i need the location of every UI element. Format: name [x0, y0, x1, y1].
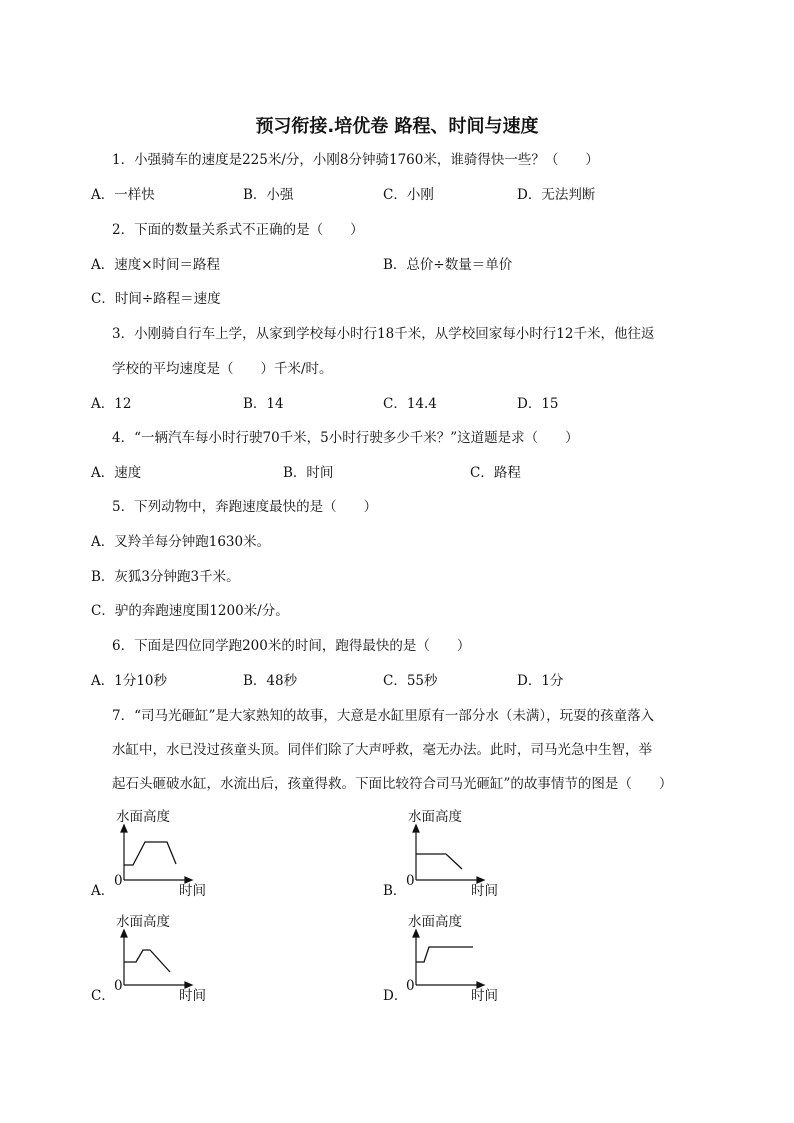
q6-option-b: B．48秒: [243, 673, 298, 689]
graph-c: [114, 910, 234, 1004]
q1-option-c: C．小刚: [383, 187, 434, 203]
graph-d-line: [416, 947, 473, 962]
q2-option-b: B．总价÷数量＝单价: [383, 257, 513, 273]
graph-a-origin: 0: [114, 873, 123, 889]
q6-stem: 6．下面是四位同学跑200米的时间，跑得最快的是（ ）: [112, 638, 471, 654]
q5-option-b: B．灰狐3分钟跑3千米。: [91, 569, 240, 585]
q1-option-a: A．一样快: [91, 187, 155, 203]
q3-option-d: D．15: [517, 396, 559, 412]
q7-stem-line3: 起石头砸破水缸，水流出后，孩童得救。下面比较符合司马光砸缸”的故事情节的图是（ ）: [112, 776, 673, 792]
q4-option-a: A．速度: [91, 465, 142, 481]
q2-option-a: A．速度×时间＝路程: [91, 257, 221, 273]
graph-d-xlabel: 时间: [471, 988, 498, 1004]
graph-c-origin: 0: [114, 978, 123, 994]
graph-d-ylabel: 水面高度: [408, 914, 462, 930]
graph-d-origin: 0: [406, 978, 415, 994]
q1-option-d: D．无法判断: [517, 187, 596, 203]
q3-option-a: A．12: [91, 396, 132, 412]
q4-stem: 4．“一辆汽车每小时行驶70千米，5小时行驶多少千米？”这道题是求（ ）: [112, 430, 579, 446]
q7-option-b: B．: [383, 883, 407, 899]
q3-stem-line1: 3．小刚骑自行车上学，从家到学校每小时行18千米，从学校回家每小时行12千米，他往返: [112, 326, 655, 342]
graph-b-origin: 0: [406, 873, 415, 889]
q7-option-c: C．: [91, 988, 115, 1004]
q7-stem-line2: 水缸中，水已没过孩童头顶。同伴们除了大声呼救，毫无办法。此时，司马光急中生智，举: [112, 742, 652, 758]
q2-stem: 2．下面的数量关系式不正确的是（ ）: [112, 222, 364, 238]
q3-stem-line2: 学校的平均速度是（ ）千米/时。: [112, 361, 333, 377]
q1-stem: 1．小强骑车的速度是225米/分，小刚8分钟骑1760米，谁骑得快一些？（ ）: [112, 152, 599, 168]
graph-b: [406, 805, 526, 899]
q5-option-c: C．驴的奔跑速度围1200米/分。: [91, 603, 289, 619]
q3-option-b: B．14: [243, 396, 284, 412]
graph-a-ylabel: 水面高度: [116, 809, 170, 825]
graph-b-line: [416, 854, 462, 869]
q6-option-a: A．1分10秒: [91, 673, 168, 689]
q7-option-a: A．: [91, 883, 115, 899]
graph-c-line: [124, 950, 170, 972]
graph-c-ylabel: 水面高度: [116, 914, 170, 930]
q1-option-b: B．小强: [243, 187, 294, 203]
graph-b-xlabel: 时间: [471, 883, 498, 899]
graph-a-line: [124, 842, 176, 865]
graph-a: [114, 805, 234, 899]
q7-stem-line1: 7．“司马光砸缸”是大家熟知的故事，大意是水缸里原有一部分水（未满），玩耍的孩童落入: [112, 708, 655, 724]
graph-a-xlabel: 时间: [179, 883, 206, 899]
q5-option-a: A．叉羚羊每分钟跑1630米。: [91, 534, 271, 550]
graph-c-xlabel: 时间: [179, 988, 206, 1004]
q4-option-b: B．时间: [283, 465, 334, 481]
page-title: 预习衔接.培优卷 路程、时间与速度: [255, 116, 539, 137]
q7-option-d: D．: [383, 988, 408, 1004]
q3-option-c: C．14.4: [383, 396, 437, 412]
q6-option-c: C．55秒: [383, 673, 438, 689]
q4-option-c: C．路程: [470, 465, 521, 481]
graph-b-ylabel: 水面高度: [408, 809, 462, 825]
q6-option-d: D．1分: [517, 673, 564, 689]
graph-d: [406, 910, 526, 1004]
q2-option-c: C．时间÷路程＝速度: [91, 291, 221, 307]
q5-stem: 5．下列动物中，奔跑速度最快的是（ ）: [112, 499, 378, 515]
